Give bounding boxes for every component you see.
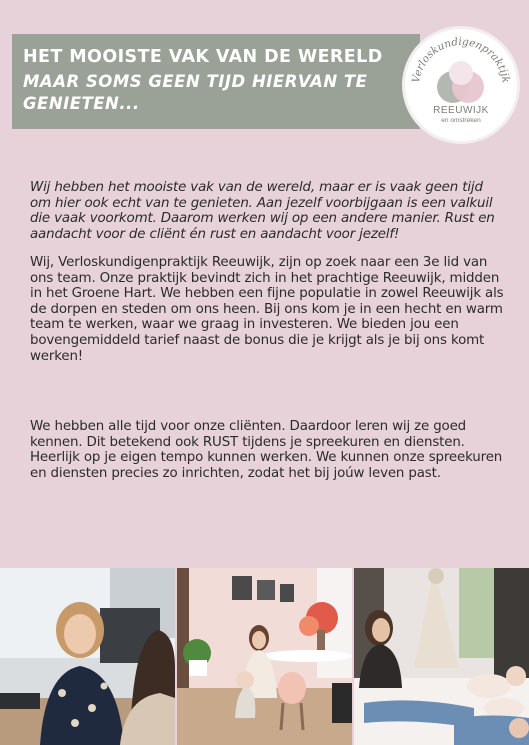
photo-consultation: [0, 568, 175, 745]
page-subtitle: MAAR SOMS GEEN TIJD HIERVAN TE GENIETEN...: [23, 72, 368, 113]
logo-tagline: en omstreken: [441, 117, 481, 124]
photo-strip: [0, 568, 529, 745]
logo-arc-text: Verloskundigenpraktijk: [410, 35, 512, 84]
intro-paragraph: Wij hebben het mooiste vak van de wereld, maar er is vaak geen tijd om hier ook echt van te genieten. Aan jezelf voorbijgaan is een valkuil die vaak voorkomt. Daarom werken wij op een andere manier. Rust en aandacht voor de cliënt én rust en aandacht voor jezelf!: [30, 180, 495, 242]
header-banner: [12, 34, 420, 129]
logo-name: REEUWIJK: [433, 105, 489, 116]
photo-baby-massage: [354, 568, 529, 745]
about-paragraph: Wij, Verloskundigenpraktijk Reeuwijk, zijn op zoek naar een 3e lid van ons team. Onze praktijk bevindt zich in het prachtige Reeuwijk, midden in het Groene Hart. We hebben een fijne populatie in zowel Reeuwijk als de dorpen en steden om ons heen. Bij ons kom je in een hecht en warm team te werken, waar we graag in investeren. We bieden jou een bovengemiddeld tarief naast de bonus die je krijgt als je bij ons komt werken!: [30, 255, 504, 364]
logo-mark: [405, 29, 517, 141]
practice-logo: [402, 26, 520, 144]
offer-paragraph: We hebben alle tijd voor onze cliënten. Daardoor leren wij ze goed kennen. Dit betekend ook RUST tijdens je spreekuren en diensten. Heerlijk op je eigen tempo kunnen werken. We kunnen onze spreekuren en diensten precies zo inrichten, zodat het bij joúw leven past.: [30, 419, 503, 481]
photo-practice-room: [177, 568, 352, 745]
page-title: HET MOOISTE VAK VAN DE WERELD: [23, 47, 383, 67]
logo-circle-light: [449, 61, 473, 85]
